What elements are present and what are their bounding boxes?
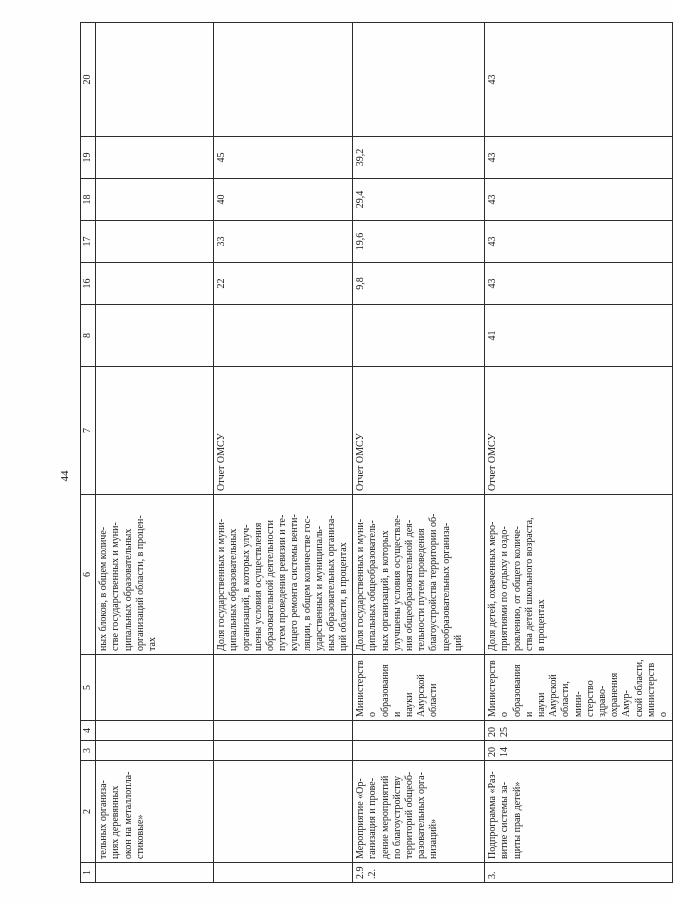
column-number-cell: 2: [81, 761, 96, 863]
column-number-cell: 16: [81, 263, 96, 305]
row-indicator-cell: Доля государственных и муни- ципальных образовательных организаций, в которых улуч- шены условия осуществления образовательной деятельности путем проведения ревизии и те- кущего ремонта системы венти- ляции, в общем количестве гос- ударственных и муниципаль- ных образовательных организа- ций области, в процентах: [214, 495, 353, 655]
row-executor-cell: Министерство образования и науки Амурской области, мини- стерство здраво- охранения Амур- ской области, министерство: [485, 655, 673, 721]
row-value-cell: [96, 263, 214, 305]
row-id-cell: 3.: [485, 863, 673, 883]
row-end-year-cell: 2025: [485, 721, 673, 741]
column-number-cell: 18: [81, 179, 96, 221]
row-value-cell: 29,4: [353, 179, 485, 221]
row-value-cell: [214, 23, 353, 137]
row-end-year-cell: [96, 721, 214, 741]
column-number-cell: 5: [81, 655, 96, 721]
row-value-cell: 43: [485, 23, 673, 137]
column-number-cell: 1: [81, 863, 96, 883]
row-value-cell: 43: [485, 137, 673, 179]
page-number: 44: [59, 470, 71, 482]
row-id-cell: 2.9.2.: [353, 863, 485, 883]
row-indicator-cell: ных блоков, в общем количе- стве государственных и муни- ципальных образовательных организаций области, в процен- тах: [96, 495, 214, 655]
table-row: [214, 23, 353, 883]
row-value-cell: [96, 23, 214, 137]
row-start-year-cell: [214, 741, 353, 761]
row-executor-cell: [96, 655, 214, 721]
program-indicators-table: [80, 22, 673, 883]
row-name-cell: тельных организа- циях деревянных окон на металлопла- стиковые»: [96, 761, 214, 863]
row-value-cell: 43: [485, 221, 673, 263]
row-value-cell: 39,2: [353, 137, 485, 179]
row-end-year-cell: [214, 721, 353, 741]
row-start-year-cell: [96, 741, 214, 761]
row-value-cell: [96, 305, 214, 367]
row-indicator-cell: Доля детей, охваченных меро- приятиями по отдыху и оздо- ровлению, от общего количе- ства детей школьного возраста, в процентах: [485, 495, 673, 655]
row-source-cell: Отчет ОМСУ: [214, 367, 353, 495]
row-start-year-cell: 2014: [485, 741, 673, 761]
table-row: [353, 23, 485, 883]
column-number-cell: 3: [81, 741, 96, 761]
row-executor-cell: Министерство образования и науки Амурской области: [353, 655, 485, 721]
row-value-cell: [96, 221, 214, 263]
row-id-cell: [214, 863, 353, 883]
row-value-cell: [214, 305, 353, 367]
row-value-cell: 40: [214, 179, 353, 221]
column-number-cell: 6: [81, 495, 96, 655]
column-number-cell: 17: [81, 221, 96, 263]
column-number-cell: 20: [81, 23, 96, 137]
row-value-cell: [353, 305, 485, 367]
row-end-year-cell: [353, 721, 485, 741]
row-value-cell: 22: [214, 263, 353, 305]
row-name-cell: Мероприятие «Ор- ганизация и прове- дение мероприятий по благоустройству территорий общеоб- разовательных орга- низаций»: [353, 761, 485, 863]
row-value-cell: 43: [485, 263, 673, 305]
row-value-cell: 41: [485, 305, 673, 367]
column-number-row: [81, 23, 96, 883]
row-value-cell: [353, 23, 485, 137]
table-row: [96, 23, 214, 883]
row-value-cell: 45: [214, 137, 353, 179]
table-row: [485, 23, 673, 883]
rotated-table-wrapper: [80, 23, 669, 883]
row-source-cell: Отчет ОМСУ: [485, 367, 673, 495]
column-number-cell: 19: [81, 137, 96, 179]
row-value-cell: [96, 137, 214, 179]
column-number-cell: 4: [81, 721, 96, 741]
row-value-cell: 19,6: [353, 221, 485, 263]
row-executor-cell: [214, 655, 353, 721]
column-number-cell: 8: [81, 305, 96, 367]
row-start-year-cell: [353, 741, 485, 761]
column-number-cell: 7: [81, 367, 96, 495]
row-value-cell: 43: [485, 179, 673, 221]
row-source-cell: [96, 367, 214, 495]
row-value-cell: [96, 179, 214, 221]
row-value-cell: 9,8: [353, 263, 485, 305]
row-value-cell: 33: [214, 221, 353, 263]
row-name-cell: Подпрограмма «Раз- витие системы за- щиты прав детей»: [485, 761, 673, 863]
row-name-cell: [214, 761, 353, 863]
row-source-cell: Отчет ОМСУ: [353, 367, 485, 495]
row-id-cell: [96, 863, 214, 883]
row-indicator-cell: Доля государственных и муни- ципальных общеобразователь- ных организаций, в которых улучшены условия осуществле- ния общеобразовательной дея- тельности путем проведения благоустройства территории об- щеобразовательных организа- ций: [353, 495, 485, 655]
